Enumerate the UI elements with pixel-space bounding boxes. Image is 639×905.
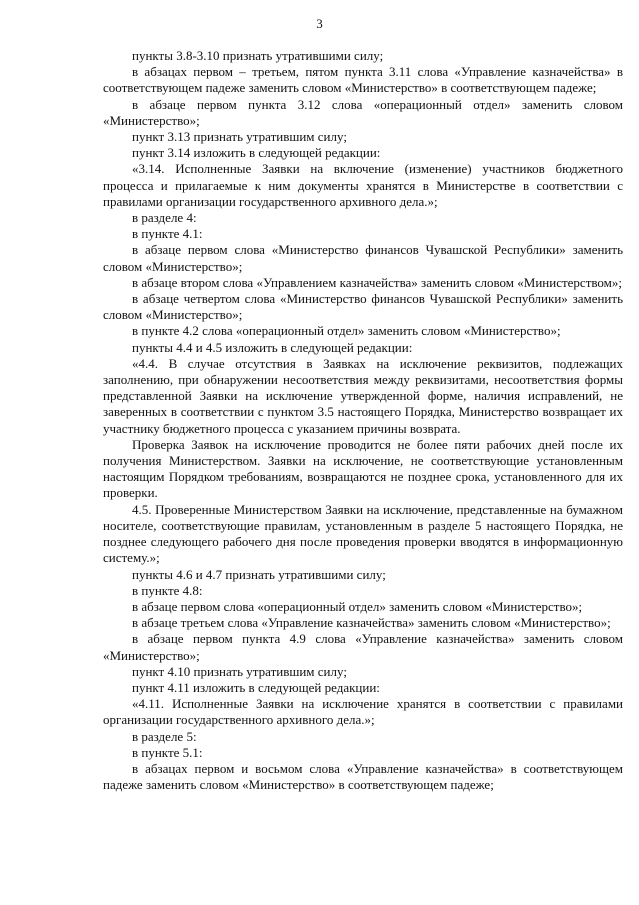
document-body xyxy=(103,48,623,793)
paragraph: в пункте 5.1: xyxy=(132,744,203,760)
paragraph: «4.11. Исполненные Заявки на исключение хранятся в соответствии с правилами организации государственного архивного дела.»; xyxy=(103,696,623,728)
paragraph: пункт 4.11 изложить в следующей редакции: xyxy=(132,679,380,695)
paragraph: в разделе 5: xyxy=(132,728,197,744)
paragraph: «3.14. Исполненные Заявки на включение (изменение) участников бюджетного процесса и прилагаемые к ним документы хранятся в Министерстве в соответствии с правилами организации государственного архивного дела.»; xyxy=(103,161,623,209)
paragraph: Проверка Заявок на исключение проводится не более пяти рабочих дней после их получения Министерством. Заявки на исключение, не соответствующие установленным настоящим Порядком требованиям, возвращаются не позднее срока, установленного для их проверки. xyxy=(103,436,623,501)
paragraph: пункты 3.8-3.10 признать утратившими силу; xyxy=(132,48,384,63)
paragraph: в пункте 4.1: xyxy=(132,226,203,242)
paragraph: в абзаце четвертом слова «Министерство финансов Чувашской Республики» заменить словом «Министерство»; xyxy=(103,291,623,323)
paragraph: в абзаце первом пункта 4.9 слова «Управление казначейства» заменить словом «Министерство»; xyxy=(103,631,623,663)
paragraph: «4.4. В случае отсутствия в Заявках на исключение реквизитов, подлежащих заполнению, при обнаружении несоответствия между реквизитами, несоответствия формы представленной Заявки на исключение утвержденной форме, наличия исправлений, не заверенных в соответствии с пунктом 3.5 настоящего Порядка, Министерство возвращает их участнику бюджетного процесса с указанием причины возврата. xyxy=(103,355,623,436)
paragraph: пункты 4.6 и 4.7 признать утратившими силу; xyxy=(132,566,386,582)
page-number: 3 xyxy=(316,16,323,31)
paragraph: пункт 3.14 изложить в следующей редакции: xyxy=(132,145,381,161)
paragraph: пункт 4.10 признать утратившим силу; xyxy=(132,663,347,679)
paragraph: в абзаце третьем слова «Управление казначейства» заменить словом «Министерство»; xyxy=(132,615,611,631)
paragraph: пункт 3.13 признать утратившим силу; xyxy=(132,129,347,145)
paragraph: в абзацах первом – третьем, пятом пункта 3.11 слова «Управление казначейства» в соответствующем падеже заменить словом «Министерство» в соответствующем падеже; xyxy=(103,64,623,96)
paragraph: в абзацах первом и восьмом слова «Управление казначейства» в соответствующем падеже заменить словом «Министерство» в соответствующем падеже; xyxy=(103,760,623,793)
paragraph: 4.5. Проверенные Министерством Заявки на исключение, представленные на бумажном носителе, соответствующие правилам, установленным в разделе 5 настоящего Порядка, не позднее следующего рабочего дня после проведения проверки вводятся в информационную систему.»; xyxy=(103,501,623,566)
paragraph: в пункте 4.8: xyxy=(132,582,203,598)
paragraph: в абзаце первом слова «Министерство финансов Чувашской Республики» заменить словом «Министерство»; xyxy=(103,242,623,274)
paragraph: в абзаце первом пункта 3.12 слова «операционный отдел» заменить словом «Министерство»; xyxy=(103,96,623,128)
paragraph: в абзаце втором слова «Управлением казначейства» заменить словом «Министерством»; xyxy=(132,274,623,290)
paragraph: в абзаце первом слова «операционный отдел» заменить словом «Министерство»; xyxy=(132,598,583,614)
paragraph: пункты 4.4 и 4.5 изложить в следующей редакции: xyxy=(132,339,413,355)
paragraph: в разделе 4: xyxy=(132,210,197,226)
paragraph: в пункте 4.2 слова «операционный отдел» заменить словом «Министерство»; xyxy=(132,323,561,339)
